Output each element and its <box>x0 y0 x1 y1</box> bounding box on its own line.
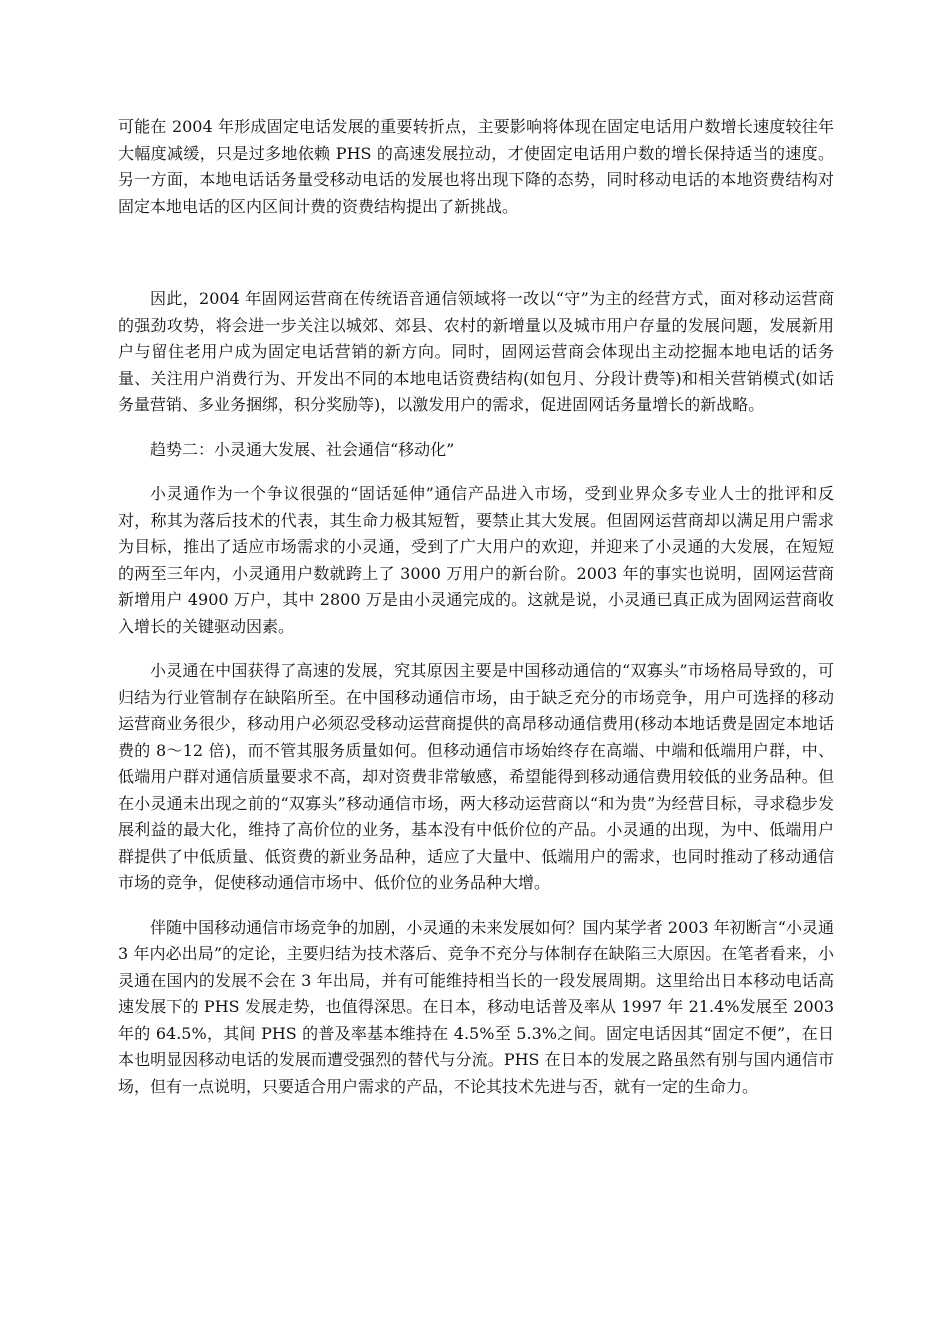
section-heading-trend-two: 趋势二：小灵通大发展、社会通信“移动化” <box>150 439 455 459</box>
paragraph-fixed-line-outlook: 可能在 2004 年形成固定电话发展的重要转折点，主要影响将体现在固定电话用户数增长速度较往年大幅度减缓，只是过多地依赖 PHS 的高速发展拉动，才使固定电话用户数的增长保持适当的速度。另一方面，本地电话话务量受移动电话的发展也将出现下降的态势，同时移动电话的本地资费结构对固定本地电话的区内区间计费的资费结构提出了新挑战。 <box>118 117 834 216</box>
paragraph-phs-growth-reasons: 小灵通在中国获得了高速的发展，究其原因主要是中国移动通信的“双寡头”市场格局导致的，可归结为行业管制存在缺陷所至。在中国移动通信市场，由于缺乏充分的市场竞争，用户可选择的移动运营商业务很少，移动用户必须忍受移动运营商提供的高昂移动通信费用(移动本地话费是固定本地话费的 8～12 倍)，而不管其服务质量如何。但移动通信市场始终存在高端、中端和低端用户群，中、低端用户群对通信质量要求不高，却对资费非常敏感，希望能得到移动通信费用较低的业务品种。但在小灵通未出现之前的“双寡头”移动通信市场，两大移动运营商以“和为贵”为经营目标，寻求稳步发展利益的最大化，维持了高价位的业务，基本没有中低价位的产品。小灵通的出现，为中、低端用户群提供了中低质量、低资费的新业务品种，适应了大量中、低端用户的需求，也同时推动了移动通信市场的竞争，促使移动通信市场中、低价位的业务品种大增。 <box>118 661 834 892</box>
document-body <box>118 114 834 1118</box>
paragraph-fixed-network-strategy: 因此，2004 年固网运营商在传统语音通信领域将一改以“守”为主的经营方式，面对移动运营商的强劲攻势，将会进一步关注以城郊、郊县、农村的新增量以及城市用户存量的发展问题，发展新用户与留住老用户成为固定电话营销的新方向。同时，固网运营商会体现出主动挖掘本地电话的话务量、关注用户消费行为、开发出不同的本地电话资费结构(如包月、分段计费等)和相关营销模式(如话务量营销、多业务捆绑，积分奖励等)，以激发用户的需求，促进固网话务量增长的新战略。 <box>118 289 834 414</box>
paragraph-phs-future: 伴随中国移动通信市场竞争的加剧，小灵通的未来发展如何？国内某学者 2003 年初断言“小灵通 3 年内必出局”的定论，主要归结为技术落后、竞争不充分与体制存在缺陷三大原因。在笔者看来，小灵通在国内的发展不会在 3 年出局，并有可能维持相当长的一段发展周期。这里给出日本移动电话高速发展下的 PHS 发展走势，也值得深思。在日本，移动电话普及率从 1997 年 21.4%发展至 2003 年的 64.5%，其间 PHS 的普及率基本维持在 4.5%至 5.3%之间。固定电话因其“固定不便”，在日本也明显因移动电话的发展而遭受强烈的替代与分流。PHS 在日本的发展之路虽然有别与国内通信市场，但有一点说明，只要适合用户需求的产品，不论其技术先进与否，就有一定的生命力。 <box>118 917 834 1096</box>
paragraph-phs-introduction: 小灵通作为一个争议很强的“固话延伸”通信产品进入市场，受到业界众多专业人士的批评和反对，称其为落后技术的代表，其生命力极其短暂，要禁止其大发展。但固网运营商却以满足用户需求为目标，推出了适应市场需求的小灵通，受到了广大用户的欢迎，并迎来了小灵通的大发展，在短短的两至三年内，小灵通用户数就跨上了 3000 万用户的新台阶。2003 年的事实也说明，固网运营商新增用户 4900 万户，其中 2800 万是由小灵通完成的。这就是说，小灵通已真正成为固网运营商收入增长的关键驱动因素。 <box>118 484 834 636</box>
